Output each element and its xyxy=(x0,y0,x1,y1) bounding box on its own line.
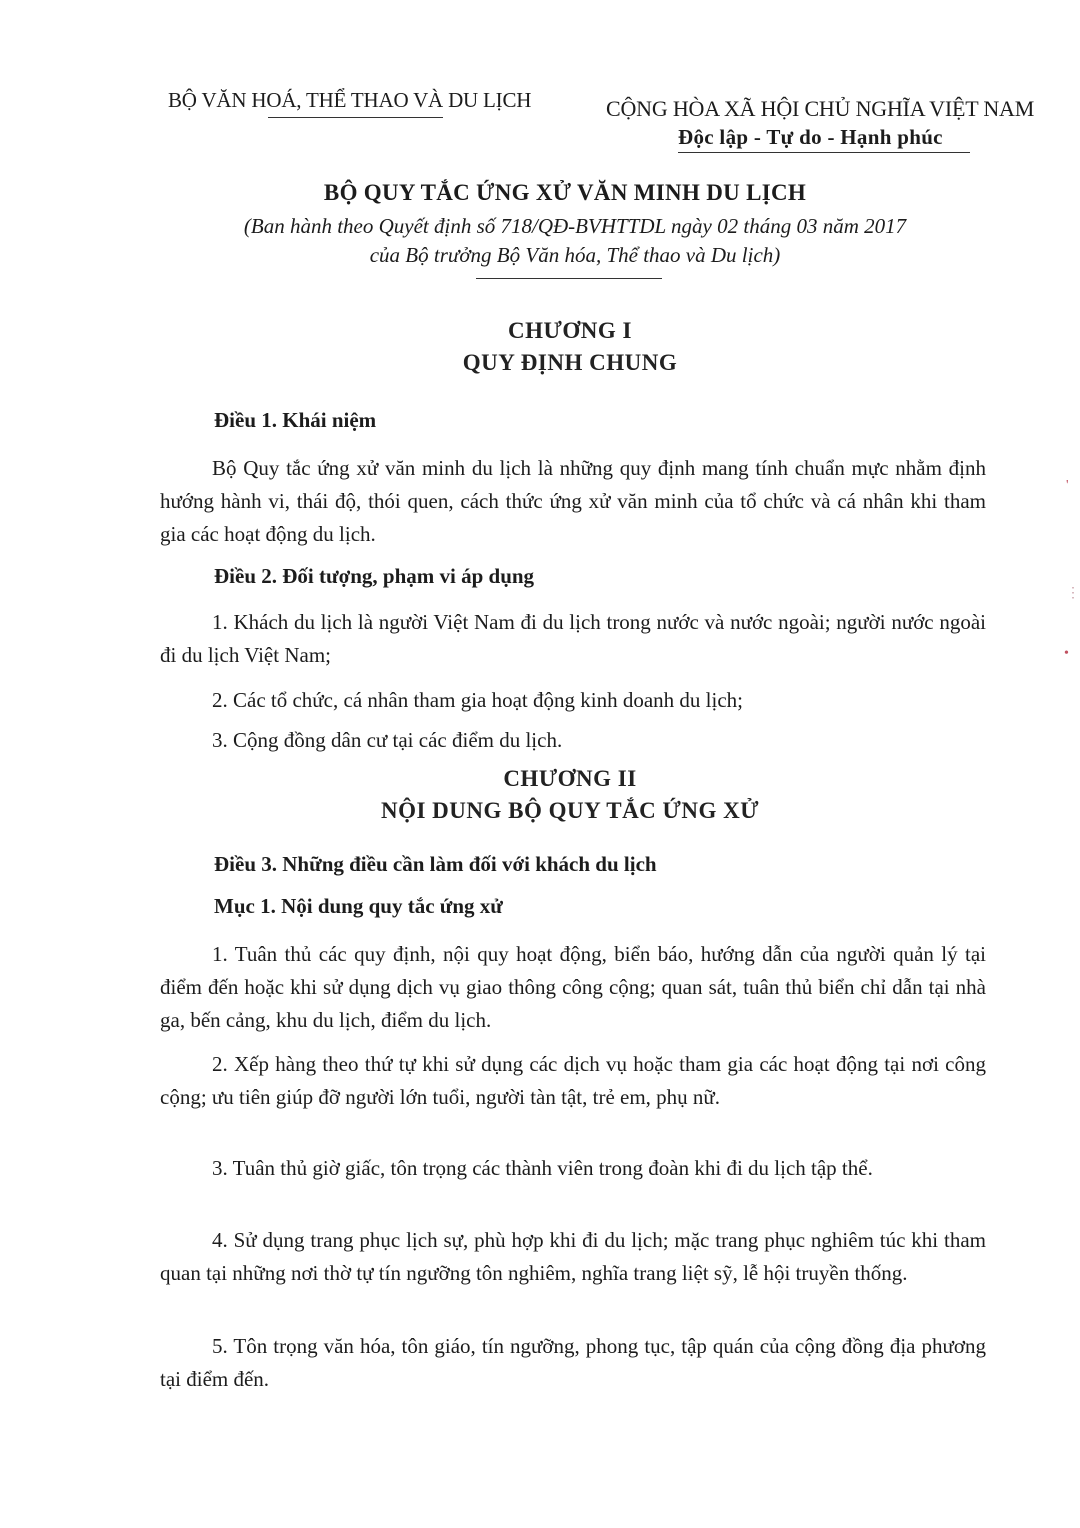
title-underline xyxy=(476,278,662,279)
chapter1-number: CHƯƠNG I xyxy=(508,318,632,343)
document-title: BỘ QUY TẮC ỨNG XỬ VĂN MINH DU LỊCH xyxy=(323,180,807,205)
chapter2-number: CHƯƠNG II xyxy=(503,766,637,791)
article1-text: Bộ Quy tắc ứng xử văn minh du lịch là những quy định mang tính chuẩn mực nhằm định hướng hành vi, thái độ, thói quen, cách thức ứng xử văn minh của tổ chức và cá nhân khi tham gia các hoạt động du lịch. xyxy=(160,456,986,546)
article3-item-text: 3. Tuân thủ giờ giấc, tôn trọng các thành viên trong đoàn khi đi du lịch tập thể. xyxy=(212,1156,873,1180)
issuing-ministry: BỘ VĂN HOÁ, THỂ THAO VÀ DU LỊCH xyxy=(168,88,532,112)
article1-paragraph xyxy=(160,452,986,551)
article1-heading: Điều 1. Khái niệm xyxy=(214,408,377,432)
article3-item xyxy=(160,938,986,1037)
article3-item xyxy=(160,1152,986,1185)
article3-item xyxy=(160,1330,986,1396)
article2-item-text: 3. Cộng đồng dân cư tại các điểm du lịch. xyxy=(212,728,563,752)
scan-mark: ⋮ xyxy=(1066,586,1080,601)
article3-item-text: 1. Tuân thủ các quy định, nội quy hoạt động, biển báo, hướng dẫn của người quản lý tại điểm đến hoặc khi sử dụng dịch vụ giao thông công cộng; quan sát, tuân thủ biển chỉ dẫn tại nhà ga, bến cảng, khu du lịch, điểm du lịch. xyxy=(160,942,986,1032)
article2-item xyxy=(160,606,986,672)
article3-item-text: 5. Tôn trọng văn hóa, tôn giáo, tín ngưỡng, phong tục, tập quán của cộng đồng địa phương tại điểm đến. xyxy=(160,1334,986,1391)
document-subtitle-line2: của Bộ trưởng Bộ Văn hóa, Thể thao và Du lịch) xyxy=(369,243,781,267)
article2-item-text: 2. Các tổ chức, cá nhân tham gia hoạt động kinh doanh du lịch; xyxy=(212,688,743,712)
article2-item xyxy=(160,724,986,757)
document-subtitle-line1: (Ban hành theo Quyết định số 718/QĐ-BVHTTDL ngày 02 tháng 03 năm 2017 xyxy=(243,214,907,238)
ministry-underline xyxy=(268,117,443,118)
article2-item xyxy=(160,684,986,717)
chapter1-name: QUY ĐỊNH CHUNG xyxy=(462,350,678,375)
scan-mark: ' xyxy=(1066,478,1069,493)
article2-heading: Điều 2. Đối tượng, phạm vi áp dụng xyxy=(214,564,535,588)
article3-item-text: 4. Sử dụng trang phục lịch sự, phù hợp khi đi du lịch; mặc trang phục nghiêm túc khi tham quan tại những nơi thờ tự tín ngưỡng tôn nghiêm, nghĩa trang liệt sỹ, lễ hội truyền thống. xyxy=(160,1228,986,1285)
article3-item-text: 2. Xếp hàng theo thứ tự khi sử dụng các dịch vụ hoặc tham gia các hoạt động tại nơi công cộng; ưu tiên giúp đỡ người lớn tuổi, người tàn tật, trẻ em, phụ nữ. xyxy=(160,1052,986,1109)
article3-item xyxy=(160,1224,986,1290)
national-name: CỘNG HÒA XÃ HỘI CHỦ NGHĨA VIỆT NAM xyxy=(606,96,1035,121)
chapter2-name: NỘI DUNG BỘ QUY TẮC ỨNG XỬ xyxy=(380,798,760,823)
article3-item xyxy=(160,1048,986,1114)
national-motto: Độc lập - Tự do - Hạnh phúc xyxy=(678,125,943,149)
article3-heading: Điều 3. Những điều cần làm đối với khách du lịch xyxy=(214,852,657,876)
motto-underline xyxy=(678,152,970,153)
scan-mark: • xyxy=(1064,646,1069,661)
article3-section: Mục 1. Nội dung quy tắc ứng xử xyxy=(214,894,503,918)
article2-item-text: 1. Khách du lịch là người Việt Nam đi du lịch trong nước và nước ngoài; người nước ngoài đi du lịch Việt Nam; xyxy=(160,610,986,667)
